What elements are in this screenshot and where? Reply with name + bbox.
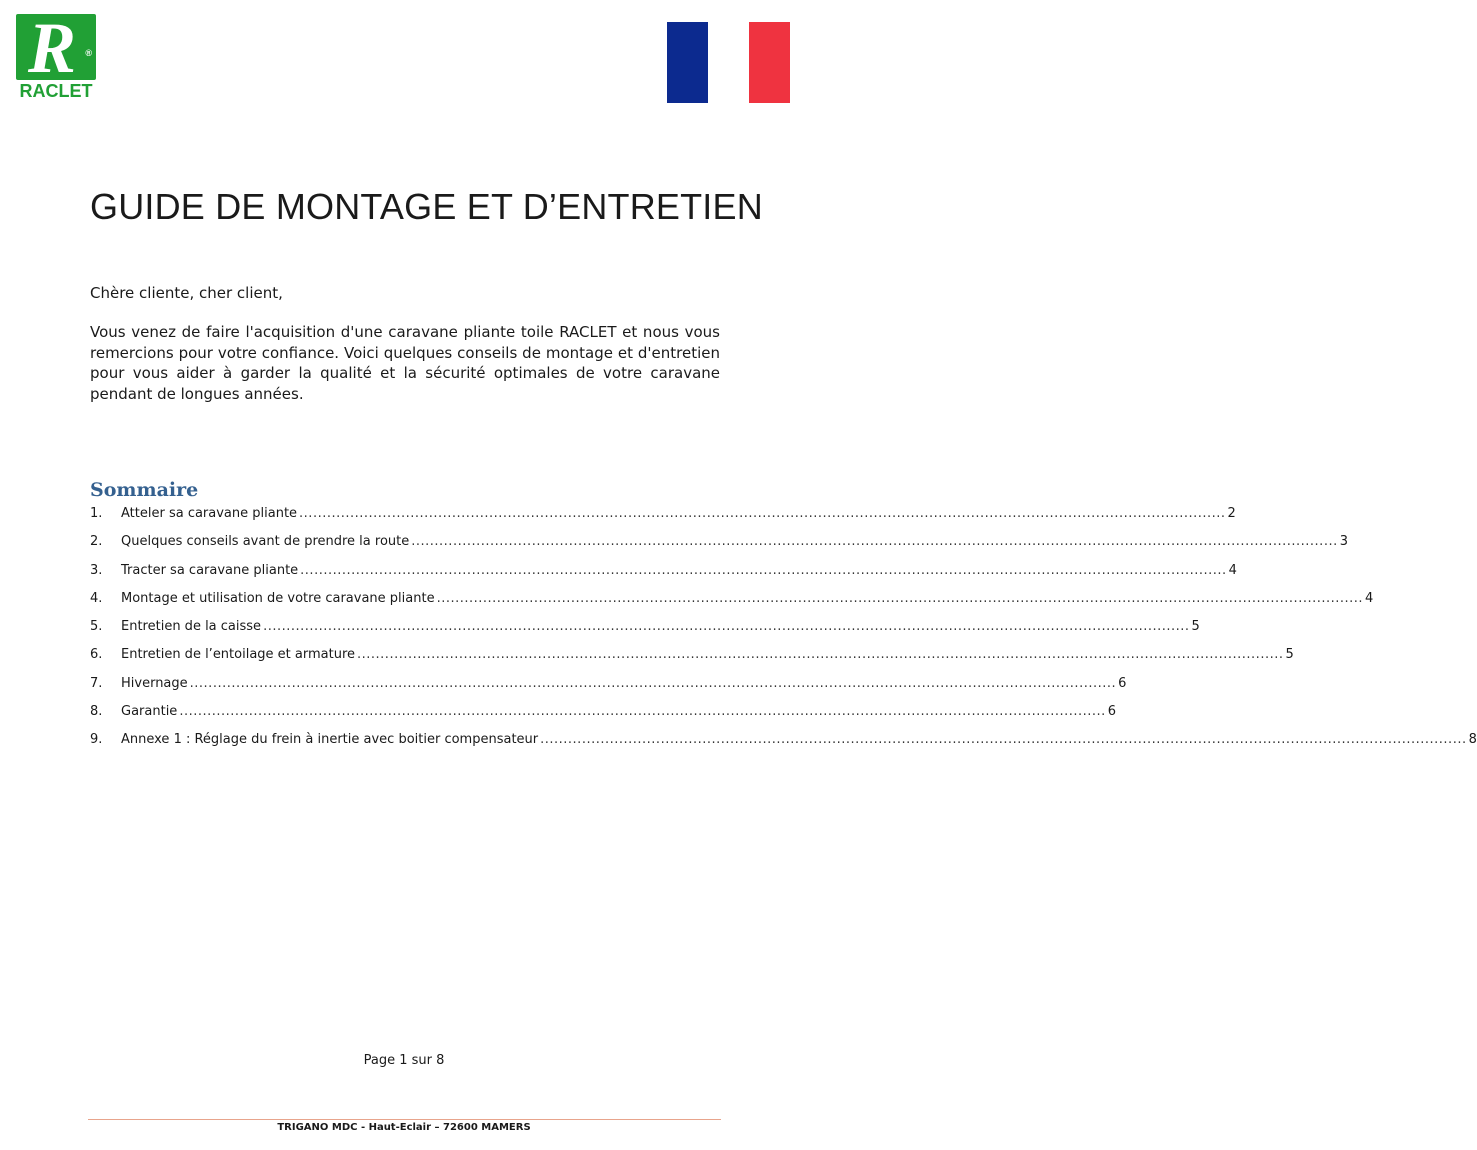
toc-item-number: 5. xyxy=(90,619,103,634)
flag-red-stripe xyxy=(749,22,790,103)
table-of-contents xyxy=(90,504,1477,758)
toc-item-label: Tracter sa caravane pliante xyxy=(121,562,299,578)
toc-item-page: 8 xyxy=(1468,732,1477,747)
toc-leader-dots: ........................................................................................................................................................................................................ xyxy=(411,534,1338,550)
toc-leader-dots: ........................................................................................................................................................................................................ xyxy=(300,562,1227,578)
toc-item[interactable] xyxy=(90,617,1200,645)
toc-leader-dots: ........................................................................................................................................................................................................ xyxy=(179,703,1106,719)
logo-registered-mark: ® xyxy=(85,48,92,58)
intro-paragraph: Vous venez de faire l'acquisition d'une caravane pliante toile RACLET et nous vous remercions pour votre confiance. Voici quelques conseils de montage et d'entretien pour vous aider à garder la qualité et la sécurité optimales de votre caravane pendant de longues années. xyxy=(90,323,720,403)
logo-brand-text: RACLET xyxy=(19,81,93,101)
french-flag-icon xyxy=(667,22,790,103)
toc-item-number: 8. xyxy=(90,703,103,719)
toc-item-number: 7. xyxy=(90,675,103,691)
toc-heading: Sommaire xyxy=(90,479,199,501)
document-title: GUIDE DE MONTAGE ET D’ENTRETIEN xyxy=(90,186,763,227)
page-number: Page 1 sur 8 xyxy=(363,1053,445,1068)
toc-item[interactable] xyxy=(90,589,1374,617)
toc-item-page: 5 xyxy=(1191,619,1200,634)
toc-item-label: Annexe 1 : Réglage du frein à inertie avec boitier compensateur xyxy=(121,732,539,747)
toc-item[interactable] xyxy=(90,702,1117,730)
toc-leader-dots: ........................................................................................................................................................................................................ xyxy=(189,675,1117,691)
toc-item-page: 4 xyxy=(1365,590,1374,606)
toc-item-label: Montage et utilisation de votre caravane pliante xyxy=(121,590,435,606)
toc-leader-dots: ........................................................................................................................................................................................................ xyxy=(540,732,1467,747)
toc-item-number: 2. xyxy=(90,534,103,550)
footer-address: TRIGANO MDC - Haut-Eclair – 72600 MAMERS xyxy=(277,1122,531,1133)
toc-item-label: Entretien de l’entoilage et armature xyxy=(121,647,356,663)
raclet-logo xyxy=(16,8,96,102)
toc-item-number: 3. xyxy=(90,562,103,578)
toc-item-number: 6. xyxy=(90,647,103,663)
toc-item-number: 9. xyxy=(90,732,103,747)
toc-leader-dots: ........................................................................................................................................................................................................ xyxy=(357,647,1284,663)
toc-item-number: 4. xyxy=(90,590,103,606)
toc-item[interactable] xyxy=(90,504,1236,532)
toc-item-page: 6 xyxy=(1118,675,1127,691)
toc-item-label: Atteler sa caravane pliante xyxy=(121,506,298,521)
logo-letter: R xyxy=(28,8,77,88)
toc-item-number: 1. xyxy=(90,506,103,521)
toc-item[interactable] xyxy=(90,561,1237,589)
toc-item-page: 3 xyxy=(1339,534,1348,550)
toc-item-label: Entretien de la caisse xyxy=(121,619,262,634)
toc-item[interactable] xyxy=(90,645,1294,673)
toc-item-page: 5 xyxy=(1285,647,1294,663)
toc-item-page: 6 xyxy=(1107,703,1117,719)
flag-blue-stripe xyxy=(667,22,708,103)
toc-item-page: 2 xyxy=(1227,506,1236,521)
footer-divider xyxy=(88,1119,721,1120)
toc-item-label: Quelques conseils avant de prendre la route xyxy=(121,534,410,550)
toc-item-label: Garantie xyxy=(121,703,178,719)
flag-white-stripe xyxy=(708,22,749,103)
greeting: Chère cliente, cher client, xyxy=(90,284,283,302)
toc-leader-dots: ........................................................................................................................................................................................................ xyxy=(263,619,1190,634)
toc-item-page: 4 xyxy=(1228,562,1237,578)
toc-leader-dots: ........................................................................................................................................................................................................ xyxy=(299,506,1226,521)
toc-item[interactable] xyxy=(90,532,1348,560)
toc-item[interactable] xyxy=(90,730,1477,758)
logo-badge xyxy=(16,8,96,88)
toc-item[interactable] xyxy=(90,674,1127,702)
toc-leader-dots: ........................................................................................................................................................................................................ xyxy=(436,590,1364,606)
toc-item-label: Hivernage xyxy=(121,675,188,691)
